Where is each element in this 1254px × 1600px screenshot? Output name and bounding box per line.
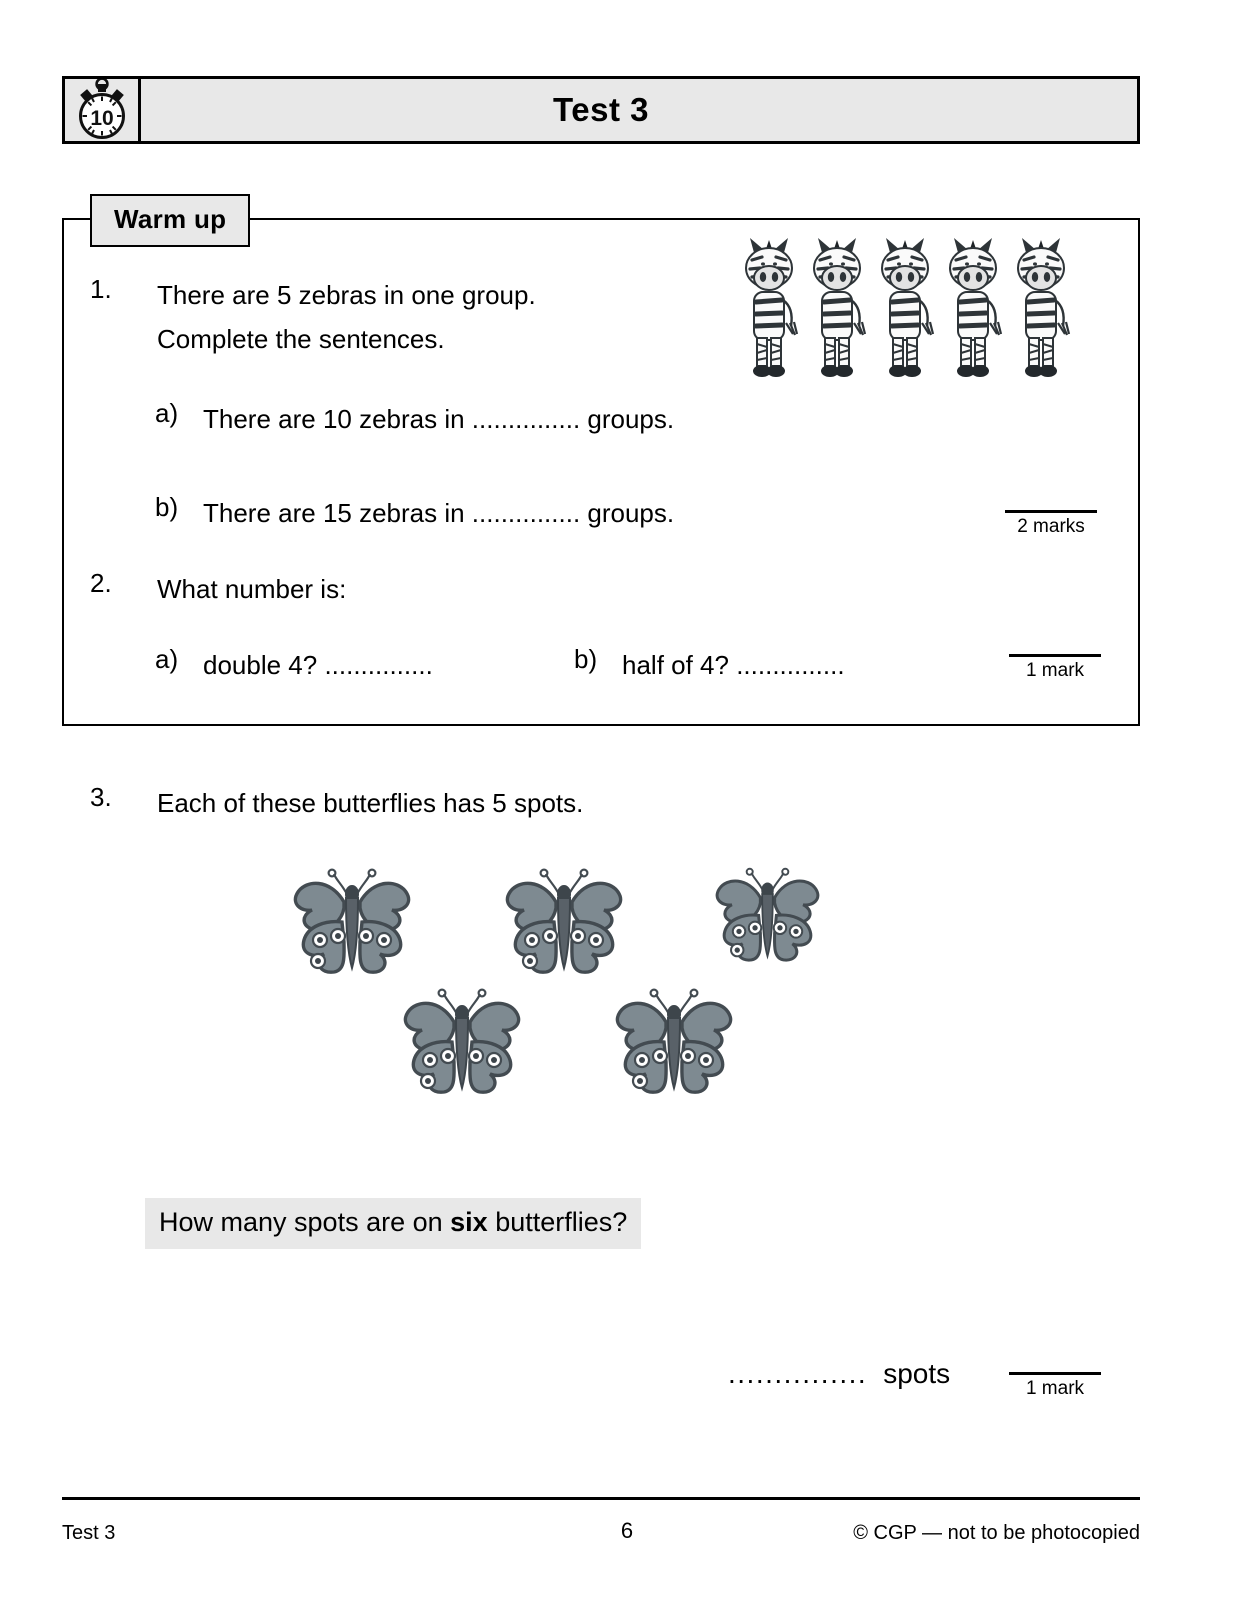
answer-unit: spots	[883, 1358, 951, 1389]
question-2-markbox	[1000, 654, 1110, 682]
page-header	[62, 76, 1140, 144]
butterfly-group-row-2	[382, 982, 754, 1100]
stopwatch-icon	[73, 79, 131, 141]
highlight-suffix: butterflies?	[487, 1207, 628, 1237]
question-3-answer-line[interactable]	[728, 1358, 950, 1390]
question-2b-label: b)	[574, 644, 598, 674]
timer-cell	[65, 79, 141, 141]
question-1-line-1: There are 5 zebras in one group.	[157, 280, 536, 310]
zebra-illustration-group	[736, 230, 1074, 385]
butterfly-group-row-1	[272, 862, 839, 980]
question-1-markbox	[996, 510, 1106, 538]
question-2-marks: 1 mark	[1025, 660, 1085, 681]
question-1-line-2: Complete the sentences.	[157, 324, 445, 354]
question-1b-label: b)	[155, 492, 179, 522]
question-1-number: 1.	[90, 274, 112, 304]
question-1-marks: 2 marks	[1017, 516, 1085, 537]
zebra-icon	[736, 230, 802, 385]
question-2-line-1: What number is:	[157, 574, 347, 604]
footer-test-label: Test 3	[62, 1522, 116, 1544]
highlight-bold-word: six	[450, 1207, 488, 1237]
page-title: Test 3	[553, 91, 649, 128]
question-1a-label: a)	[155, 398, 179, 428]
markbox-rule	[1009, 1372, 1101, 1375]
butterfly-icon	[382, 982, 542, 1100]
footer-divider	[62, 1497, 1140, 1500]
footer-page-number: 6	[620, 1518, 634, 1543]
butterfly-icon	[594, 982, 754, 1100]
question-2-number: 2.	[90, 568, 112, 598]
question-3-number: 3.	[90, 782, 112, 812]
butterfly-icon	[484, 862, 644, 980]
question-1a-text[interactable]: There are 10 zebras in ............... groups.	[203, 404, 675, 434]
markbox-rule	[1009, 654, 1101, 657]
question-1b-text[interactable]: There are 15 zebras in ............... groups.	[203, 498, 675, 528]
timer-value-text: 10	[89, 107, 114, 130]
question-2b-text[interactable]: half of 4? ...............	[622, 650, 845, 680]
butterfly-icon	[696, 862, 839, 967]
question-3-highlight	[145, 1198, 641, 1249]
question-2a-label: a)	[155, 644, 179, 674]
zebra-icon	[804, 230, 870, 385]
footer-copyright: © CGP — not to be photocopied	[853, 1522, 1140, 1544]
question-3-markbox	[1000, 1372, 1110, 1400]
warmup-label: Warm up	[90, 194, 250, 247]
zebra-icon	[940, 230, 1006, 385]
zebra-icon	[872, 230, 938, 385]
butterfly-icon	[272, 862, 432, 980]
markbox-rule	[1005, 510, 1097, 513]
zebra-icon	[1008, 230, 1074, 385]
question-3-prompt: Each of these butterflies has 5 spots.	[157, 788, 584, 818]
highlight-prefix: How many spots are on	[159, 1207, 451, 1237]
question-3-marks: 1 mark	[1025, 1378, 1085, 1399]
question-2a-text[interactable]: double 4? ...............	[203, 650, 433, 680]
answer-dots[interactable]: ...............	[728, 1358, 868, 1389]
